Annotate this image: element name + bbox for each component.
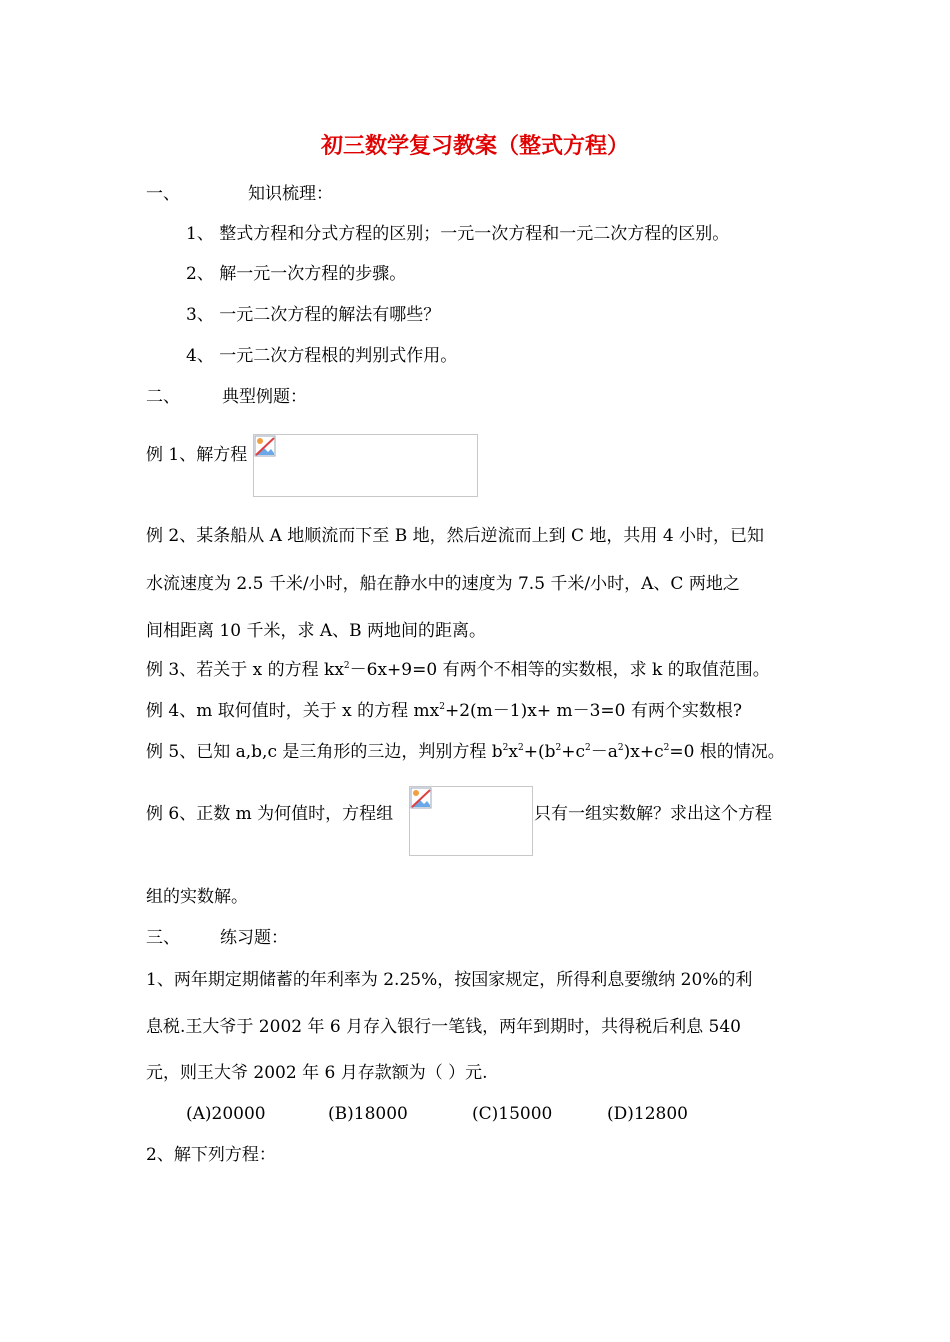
option-a: (A)20000 xyxy=(186,1104,266,1124)
section-1-number: 一、 xyxy=(146,184,180,204)
practice-1-line-3: 元，则王大爷 2002 年 6 月存款额为（ ）元. xyxy=(146,1063,488,1083)
example-2-line-1: 例 2、某条船从 A 地顺流而下至 B 地，然后逆流而上到 C 地，共用 4 小时，已知 xyxy=(146,526,765,546)
option-d: (D)12800 xyxy=(607,1104,688,1124)
example-6-text-continued: 组的实数解。 xyxy=(146,887,248,907)
example-6-text-end: 只有一组实数解？求出这个方程 xyxy=(534,804,772,824)
section-2-heading: 典型例题： xyxy=(222,387,307,407)
option-c: (C)15000 xyxy=(472,1104,553,1124)
practice-1-line-1: 1、两年期定期储蓄的年利率为 2.25%，按国家规定，所得利息要缴纳 20%的利 xyxy=(146,970,753,990)
example-2-line-2: 水流速度为 2.5 千米/小时，船在静水中的速度为 7.5 千米/小时，A、C 两地之 xyxy=(146,574,740,594)
option-b: (B)18000 xyxy=(328,1104,408,1124)
broken-image-icon xyxy=(254,435,276,457)
practice-1-line-2: 息税.王大爷于 2002 年 6 月存入银行一笔钱，两年到期时，共得税后利息 540 xyxy=(146,1017,741,1037)
section-3-number: 三、 xyxy=(146,928,180,948)
broken-image-icon xyxy=(410,787,432,809)
equation-system-image-placeholder xyxy=(409,786,533,856)
example-4-text: 例 4、m 取何值时，关于 x 的方程 $mx^2+2(m-1)x+ m-3=0$ 有两个实数根? xyxy=(146,701,742,721)
section-1-heading: 知识梳理： xyxy=(248,184,333,204)
section-3-heading: 练习题： xyxy=(220,928,288,948)
page-title: 初三数学复习教案（整式方程） xyxy=(320,134,629,159)
example-3-text: 例 3、若关于 x 的方程 $kx^2-6x+9=0$ 有两个不相等的实数根，求 k 的取值范围。 xyxy=(146,660,770,680)
knowledge-item-3: 3、 一元二次方程的解法有哪些？ xyxy=(186,305,441,325)
practice-2-text: 2、解下列方程： xyxy=(146,1145,276,1165)
example-6-text-start: 例 6、正数 m 为何值时，方程组 xyxy=(146,804,394,824)
example-1-text: 例 1、解方程 xyxy=(146,445,248,465)
knowledge-item-2: 2、 解一元一次方程的步骤。 xyxy=(186,264,407,284)
knowledge-item-4: 4、 一元二次方程根的判别式作用。 xyxy=(186,346,458,366)
example-5-text: 例 5、已知 a,b,c 是三角形的三边，判别方程 $b^2x^2+(b^2+c^2-a^2)x+c^2=0$ 根的情况。 xyxy=(146,742,785,762)
equation-image-placeholder xyxy=(253,434,478,497)
knowledge-item-1: 1、 整式方程和分式方程的区别；一元一次方程和一元二次方程的区别。 xyxy=(186,224,730,244)
example-2-line-3: 间相距离 10 千米，求 A、B 两地间的距离。 xyxy=(146,621,487,641)
section-2-number: 二、 xyxy=(146,387,180,407)
